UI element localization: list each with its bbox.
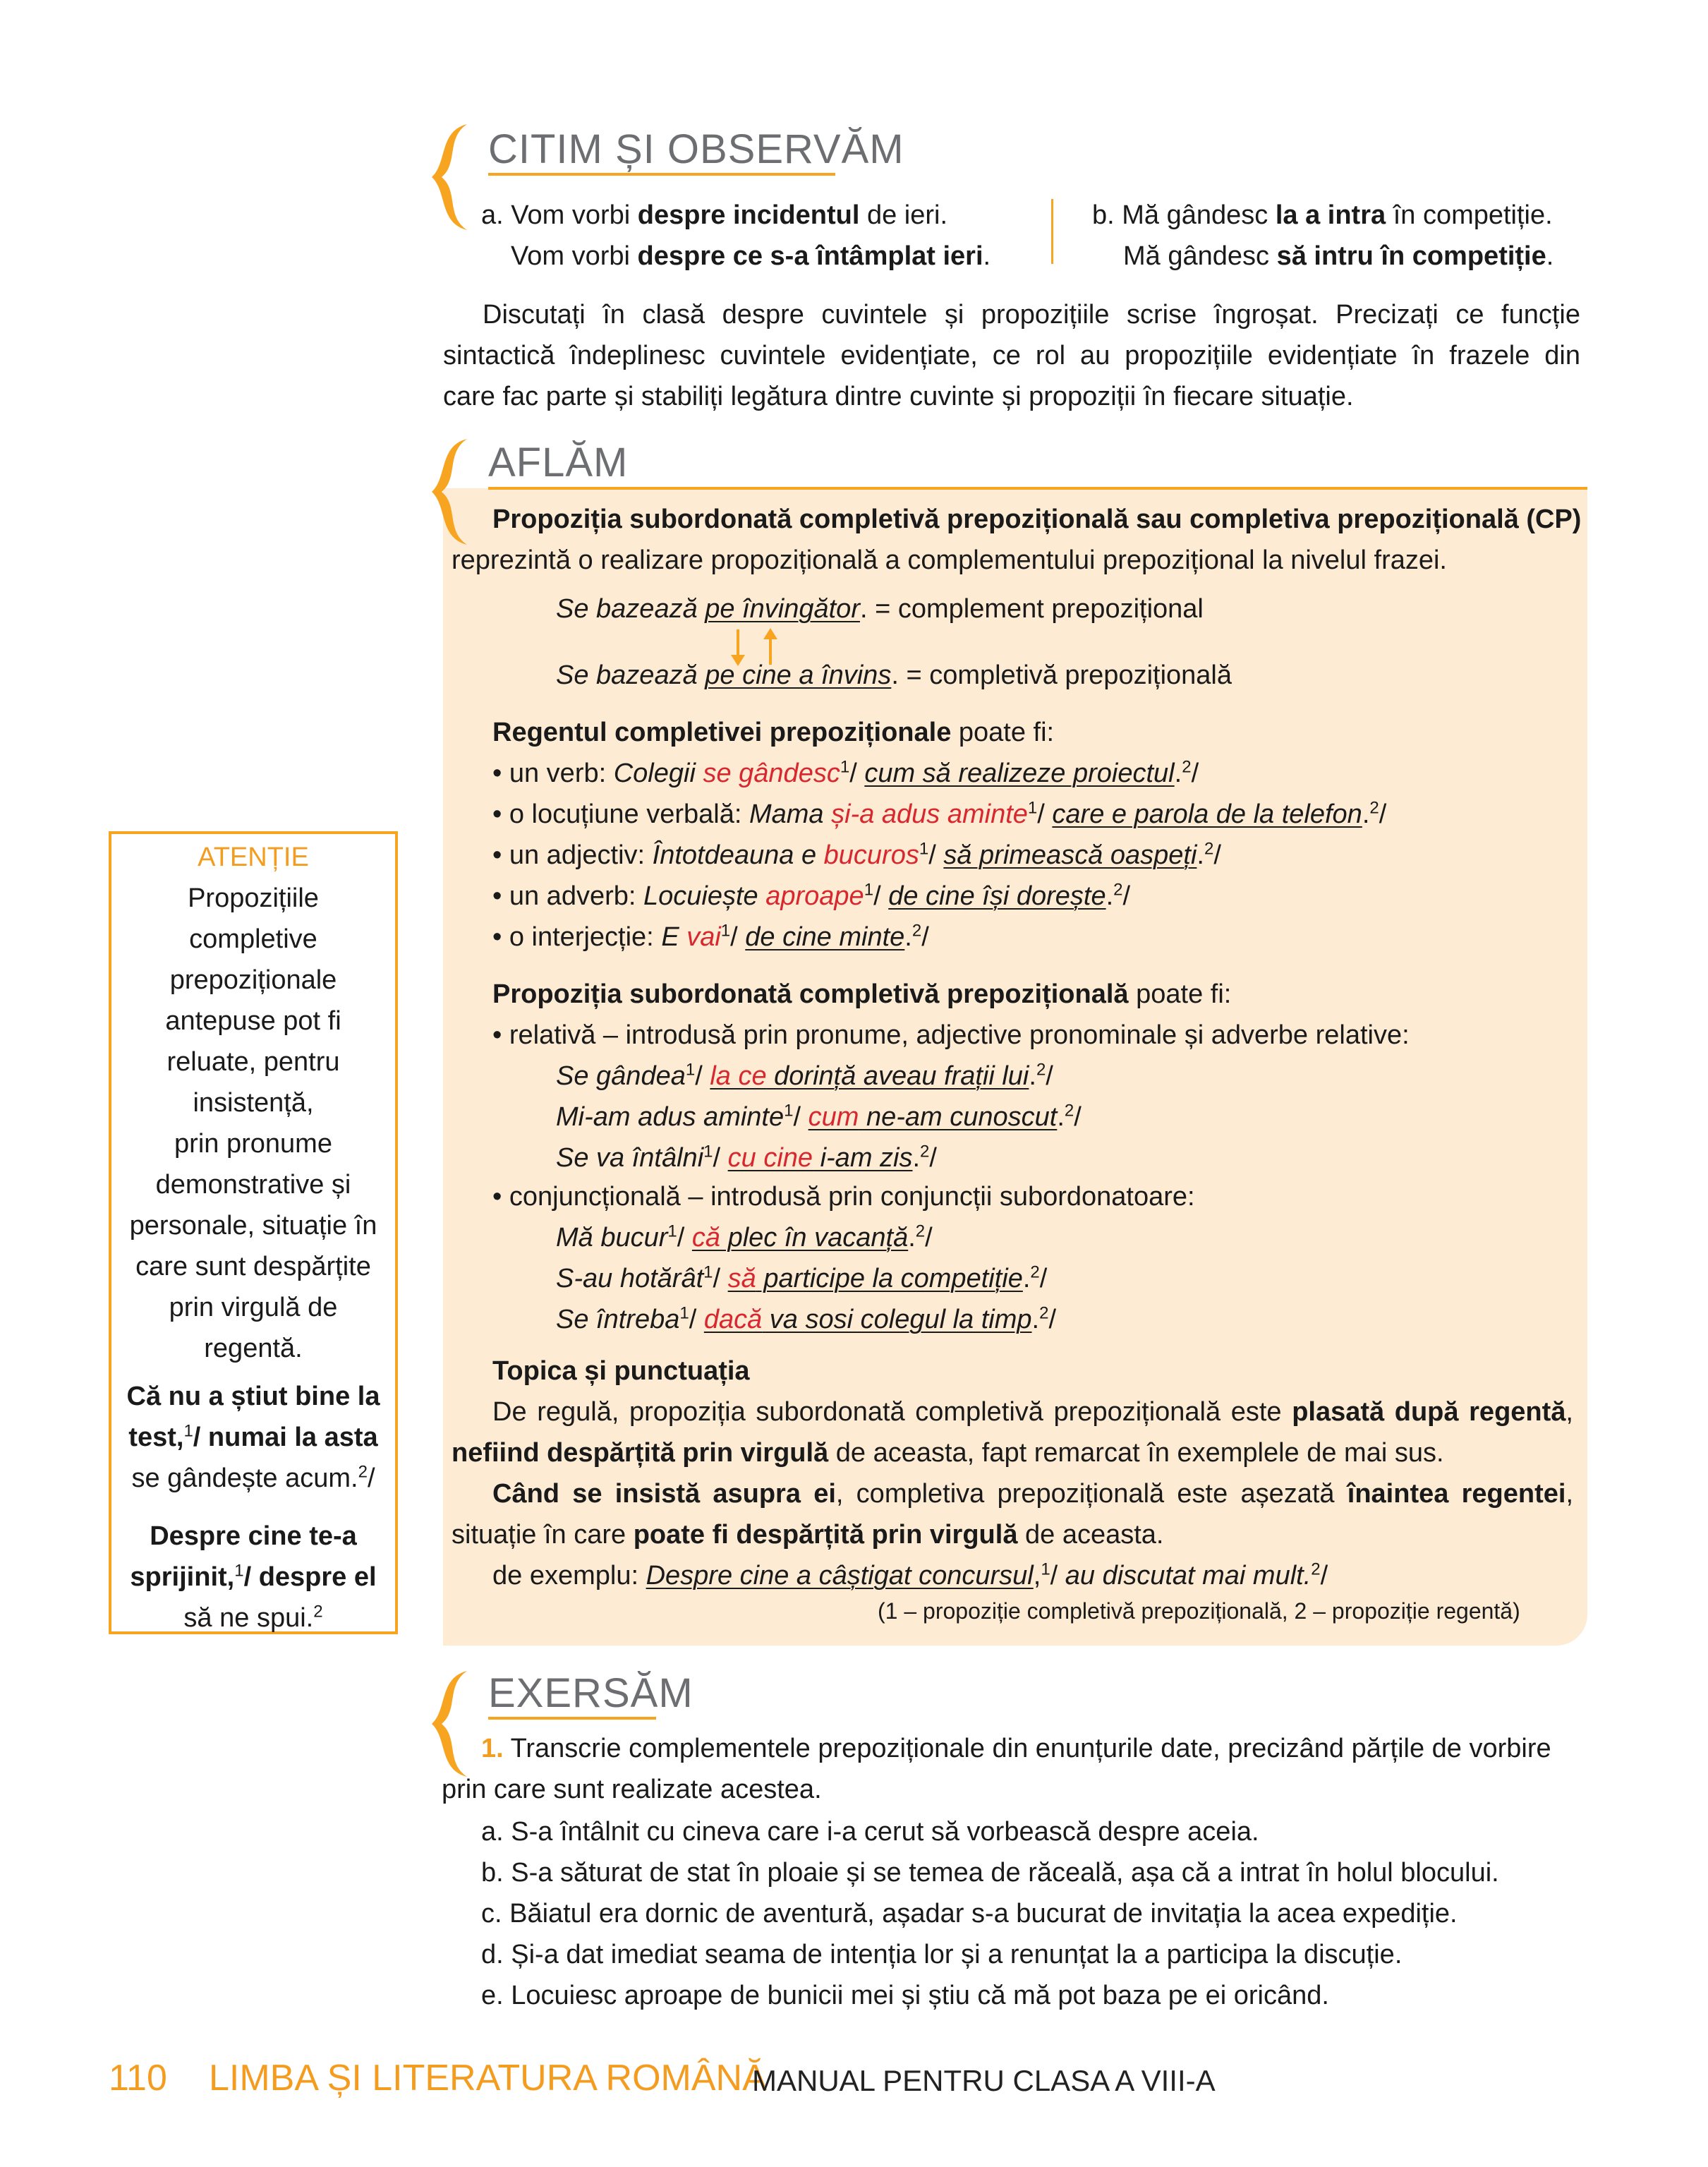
exercise-item: c. Băiatul era dornic de aventură, așadar s-a bucurat de invitația la acea expediție.	[481, 1899, 1458, 1928]
legend-note: (1 – propoziție completivă prepozițională, 2 – propoziție regentă)	[878, 1598, 1520, 1624]
regent-example: Locuiește	[643, 881, 766, 911]
exercise-item: d. Și-a dat imediat seama de intenția lor și a renunțat la a participa la discuție.	[481, 1940, 1403, 1969]
footnote-mark: 2	[920, 1142, 930, 1161]
subordinate-clause: să primească oaspeți	[943, 840, 1197, 870]
topica-heading: Topica și punctuația	[492, 1356, 750, 1386]
regent-item: • un adverb: Locuiește aproape$^1$/ de cine își dorește.$^2$/	[492, 880, 1131, 911]
clause-rest: ne-am cunoscut	[859, 1102, 1058, 1132]
definition-rest: reprezintă o realizare propozițională a complementului prepozițional la nivelul frazei.	[452, 545, 1447, 575]
regent-example: Mama	[749, 799, 832, 829]
subordinate-clause	[692, 1223, 908, 1252]
exercise-task: 1. Transcrie complementele prepoziționale din enunțurile date, precizând părțile de vorbire	[481, 1734, 1551, 1763]
footnote-mark: 1	[703, 1262, 713, 1282]
atentie-line: antepuse pot fi	[165, 1006, 341, 1036]
subordinate-clause	[808, 1102, 1058, 1132]
regent-item: • o interjecție: E vai$^1$/ de cine minte.$^2$/	[492, 921, 929, 952]
footnote-mark: 2	[1369, 798, 1379, 818]
regent-clause: Se va întâlni	[556, 1143, 704, 1173]
topica-line: nefiind despărțită prin virgulă de aceasta, fapt remarcat în exemplele de mai sus.	[452, 1438, 1444, 1468]
section-underline	[488, 173, 835, 176]
footnote-mark: 1	[703, 1142, 713, 1161]
atentie-line: completive	[189, 924, 317, 954]
conjunctionala-label: • conjuncțională – introdusă prin conjuncții subordonatoare:	[492, 1182, 1195, 1212]
footnote-mark: 2	[1036, 1060, 1046, 1080]
regent-example: Întotdeauna e	[652, 840, 824, 870]
atentie-line: prin pronume	[174, 1129, 332, 1159]
regent-item: • un adjectiv: Întotdeauna e bucuros$^1$/ să primească oaspeți.$^2$/	[492, 839, 1221, 870]
footnote-mark: 2	[1039, 1303, 1049, 1323]
atentie-example-1: Că nu a știut bine la test,$^1$/ numai la asta se gândește acum.$^2$/	[126, 1382, 380, 1493]
tip-heading: Propoziția subordonată completivă prepozițională poate fi:	[492, 979, 1232, 1009]
section-bracket-icon	[432, 439, 471, 545]
atentie-line: regentă.	[204, 1334, 303, 1363]
atentie-line: personale, situație în	[129, 1211, 377, 1241]
footnote-mark: 2	[1064, 1101, 1074, 1121]
connector-word: să	[727, 1264, 756, 1293]
footnote-mark: 1	[667, 1221, 677, 1241]
atentie-line: reluate, pentru	[166, 1047, 340, 1077]
exercise-item: a. S-a întâlnit cu cineva care i-a cerut să vorbească despre aceia.	[481, 1817, 1259, 1847]
subordinate-clause	[710, 1061, 1029, 1091]
connector-word: cu cine	[727, 1143, 813, 1173]
regent-item: • o locuțiune verbală: Mama și-a adus aminte$^1$/ care e parola de la telefon.$^2$/	[492, 798, 1387, 829]
example-a-line1: a. Vom vorbi despre incidentul de ieri.	[481, 200, 948, 230]
example-completiva: Se bazează pe cine a învins. = completivă prepozițională	[556, 660, 1232, 690]
topica-line: situație în care poate fi despărțită prin virgulă de aceasta.	[452, 1520, 1164, 1550]
clause-rest: plec în vacanță	[720, 1223, 909, 1252]
topica-example: de exemplu: Despre cine a câștigat concursul,$^1$/ au discutat mai mult.$^2$/	[492, 1559, 1328, 1590]
regent-clause: Se întreba	[556, 1305, 680, 1334]
example-a-line2: Vom vorbi despre ce s-a întâmplat ieri.	[511, 241, 991, 271]
regent-clause: Se gândea	[556, 1061, 686, 1091]
atentie-example-2: Despre cine te-a sprijinit,$^1$/ despre el să ne spui.$^2$	[130, 1521, 377, 1633]
regent-type: • un adverb:	[492, 881, 643, 911]
atentie-line: insistență,	[193, 1088, 314, 1118]
relativa-example: Se gândea$^1$/ la ce dorință aveau frații lui.$^2$/	[556, 1060, 1053, 1091]
subordinate-clause: de cine minte	[745, 922, 905, 952]
section-bracket-icon	[432, 1671, 471, 1777]
section-title-citim: CITIM ȘI OBSERVĂM	[488, 126, 904, 172]
atentie-line: care sunt despărțite	[135, 1252, 371, 1281]
clause-rest: dorință aveau frații lui	[766, 1061, 1029, 1091]
section-underline	[488, 487, 1587, 490]
subordinate-clause	[728, 1264, 1023, 1293]
connector-word: cum	[808, 1102, 859, 1132]
exercise-item: b. S-a săturat de stat în ploaie și se temea de răceală, așa că a intrat în holul blocului.	[481, 1858, 1499, 1888]
regent-type: • un verb:	[492, 759, 614, 788]
exercise-task: prin care sunt realizate acestea.	[442, 1775, 822, 1804]
atentie-line: Propozițiile	[188, 883, 319, 913]
footer-subject: LIMBA ȘI LITERATURA ROMÂNĂ	[209, 2058, 767, 2099]
section-title-exersam: EXERSĂM	[488, 1670, 694, 1716]
footer-manual: MANUAL PENTRU CLASA A VIII-A	[752, 2064, 1216, 2097]
regent-word: bucuros	[823, 840, 919, 870]
connector-word: la ce	[710, 1061, 767, 1091]
regent-heading: Regentul completivei prepoziționale poate fi:	[492, 718, 1055, 747]
example-complement: Se bazează pe învingător. = complement prepozițional	[556, 594, 1204, 624]
topica-line: Când se insistă asupra ei, completiva prepozițională este așezată înaintea regentei,	[492, 1479, 1573, 1509]
footnote-mark: 1	[864, 880, 874, 900]
regent-example: E	[661, 922, 687, 952]
connector-word: că	[691, 1223, 721, 1252]
instruction-line: care fac parte și stabiliți legătura dintre cuvinte și propoziții în fiecare situație.	[443, 382, 1354, 411]
instruction-line: sintactică îndeplinesc cuvintele evidențiate, ce rol au propozițiile evidențiate în frazele din	[443, 341, 1580, 370]
section-title-aflam: AFLĂM	[488, 440, 629, 485]
footnote-mark: 2	[1204, 839, 1214, 859]
regent-clause: S-au hotărât	[556, 1264, 704, 1293]
conjunctionala-example: Se întreba$^1$/ dacă va sosi colegul la timp.$^2$/	[556, 1303, 1057, 1334]
footnote-mark: 2	[1113, 880, 1123, 900]
subordinate-clause	[704, 1305, 1032, 1334]
conjunctionala-example: S-au hotărât$^1$/ să participe la competiție.$^2$/	[556, 1262, 1048, 1293]
conjunctionala-example: Mă bucur$^1$/ că plec în vacanță.$^2$/	[556, 1221, 933, 1252]
atentie-title: ATENȚIE	[198, 843, 309, 872]
column-divider	[1051, 199, 1053, 264]
regent-item: • un verb: Colegii se gândesc$^1$/ cum să realizeze proiectul.$^2$/	[492, 757, 1199, 788]
footnote-mark: 2	[915, 1221, 926, 1241]
atentie-line: prepoziționale	[169, 965, 337, 995]
example-b-line2: Mă gândesc să intru în competiție.	[1123, 241, 1554, 271]
section-bracket-icon	[432, 124, 471, 230]
page-number: 110	[109, 2058, 167, 2099]
relativa-example: Se va întâlni$^1$/ cu cine i-am zis.$^2$/	[556, 1142, 937, 1173]
exercise-item: e. Locuiesc aproape de bunicii mei și știu că mă pot baza pe ei oricând.	[481, 1981, 1329, 2010]
definition-bold: Propoziția subordonată completivă prepozițională sau completiva prepozițională (CP)	[492, 505, 1582, 534]
regent-type: • un adjectiv:	[492, 840, 653, 870]
relativa-example: Mi-am adus aminte$^1$/ cum ne-am cunoscut.$^2$/	[556, 1101, 1082, 1132]
atentie-line: demonstrative și	[155, 1170, 351, 1200]
footnote-mark: 1	[840, 757, 850, 777]
subordinate-clause: cum să realizeze proiectul	[864, 759, 1175, 788]
regent-clause: Mă bucur	[556, 1223, 668, 1252]
example-b-line1: b. Mă gândesc la a intra în competiție.	[1092, 200, 1553, 230]
relativa-label: • relativă – introdusă prin pronume, adjective pronominale și adverbe relative:	[492, 1020, 1410, 1050]
regent-example: Colegii	[613, 759, 703, 788]
footnote-mark: 1	[685, 1060, 696, 1080]
regent-word: se gândesc	[703, 759, 840, 788]
footnote-mark: 2	[1182, 757, 1192, 777]
section-underline	[488, 1717, 656, 1720]
regent-type: • o interjecție:	[492, 922, 662, 952]
footnote-mark: 1	[919, 839, 929, 859]
regent-word: vai	[686, 922, 721, 952]
instruction-line: Discutați în clasă despre cuvintele și propozițiile scrise îngroșat. Precizați ce funcție	[483, 300, 1580, 330]
footnote-mark: 2	[1030, 1262, 1040, 1282]
footnote-mark: 1	[679, 1303, 689, 1323]
subordinate-clause: care e parola de la telefon	[1052, 799, 1362, 829]
subordinate-clause: de cine își dorește	[888, 881, 1106, 911]
atentie-line: prin virgulă de	[169, 1293, 338, 1322]
regent-type: • o locuțiune verbală:	[492, 799, 749, 829]
regent-clause: Mi-am adus aminte	[556, 1102, 785, 1132]
subordinate-clause	[728, 1143, 913, 1173]
regent-word: și-a adus aminte	[831, 799, 1028, 829]
footnote-mark: 1	[1027, 798, 1038, 818]
footnote-mark: 1	[720, 921, 731, 941]
footnote-mark: 1	[784, 1101, 794, 1121]
footnote-mark: 2	[911, 921, 922, 941]
connector-word: dacă	[703, 1305, 763, 1334]
clause-rest: participe la competiție	[756, 1264, 1023, 1293]
regent-word: aproape	[765, 881, 864, 911]
clause-rest: i-am zis	[813, 1143, 913, 1173]
clause-rest: va sosi colegul la timp	[762, 1305, 1032, 1334]
topica-line: De regulă, propoziția subordonată completivă prepozițională este plasată după regentă,	[492, 1397, 1573, 1427]
